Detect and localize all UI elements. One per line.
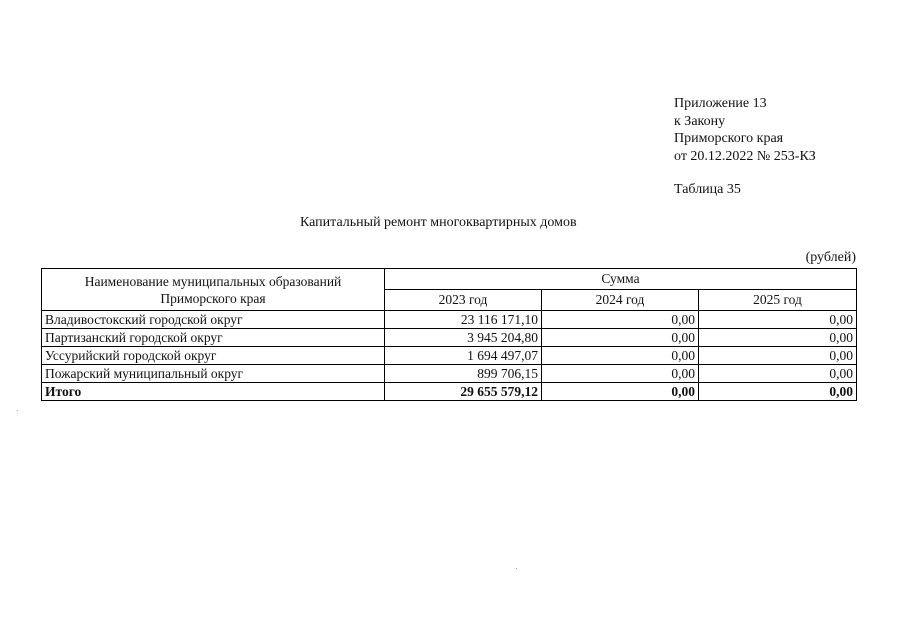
row-municipality-name: Уссурийский городской округ xyxy=(42,347,385,365)
row-value-2024: 0,00 xyxy=(542,311,699,329)
appendix-header xyxy=(674,95,816,165)
row-value-2024: 0,00 xyxy=(542,329,699,347)
appendix-line-2: к Закону xyxy=(674,113,726,129)
row-value-2024: 0,00 xyxy=(542,365,699,383)
row-value-2025: 0,00 xyxy=(699,347,857,365)
row-municipality-name: Пожарский муниципальный округ xyxy=(42,365,385,383)
row-value-2023: 899 706,15 xyxy=(385,365,542,383)
row-value-2025: 0,00 xyxy=(699,365,857,383)
header-year-2025: 2025 год xyxy=(699,290,857,311)
total-value-2024: 0,00 xyxy=(542,383,699,401)
row-value-2025: 0,00 xyxy=(699,311,857,329)
row-municipality-name: Владивостокский городской округ xyxy=(42,311,385,329)
table-header-row xyxy=(42,269,857,290)
document-title: Капитальный ремонт многоквартирных домов xyxy=(300,215,577,230)
row-municipality-name: Партизанский городской округ xyxy=(42,329,385,347)
table-total-row xyxy=(42,383,857,401)
total-value-2025: 0,00 xyxy=(699,383,857,401)
appendix-line-4: от 20.12.2022 № 253-КЗ xyxy=(674,148,816,164)
table-number: Таблица 35 xyxy=(674,182,741,197)
header-municipality: Наименование муниципальных образований Приморского края xyxy=(42,269,385,311)
table-row xyxy=(42,311,857,329)
total-value-2023: 29 655 579,12 xyxy=(385,383,542,401)
header-year-2024: 2024 год xyxy=(542,290,699,311)
row-value-2023: 23 116 171,10 xyxy=(385,311,542,329)
appendix-line-3: Приморского края xyxy=(674,131,784,146)
row-value-2023: 3 945 204,80 xyxy=(385,329,542,347)
budget-table xyxy=(41,268,857,401)
total-label: Итого xyxy=(42,383,385,401)
row-value-2025: 0,00 xyxy=(699,329,857,347)
table-row xyxy=(42,347,857,365)
appendix-line-1: Приложение 13 xyxy=(674,96,767,111)
scan-speck xyxy=(17,410,18,411)
scan-speck xyxy=(516,568,517,569)
row-value-2023: 1 694 497,07 xyxy=(385,347,542,365)
row-value-2024: 0,00 xyxy=(542,347,699,365)
table-row xyxy=(42,329,857,347)
unit-note: (рублей) xyxy=(805,250,856,265)
header-sum: Сумма xyxy=(385,269,857,290)
table-row xyxy=(42,365,857,383)
header-year-2023: 2023 год xyxy=(385,290,542,311)
